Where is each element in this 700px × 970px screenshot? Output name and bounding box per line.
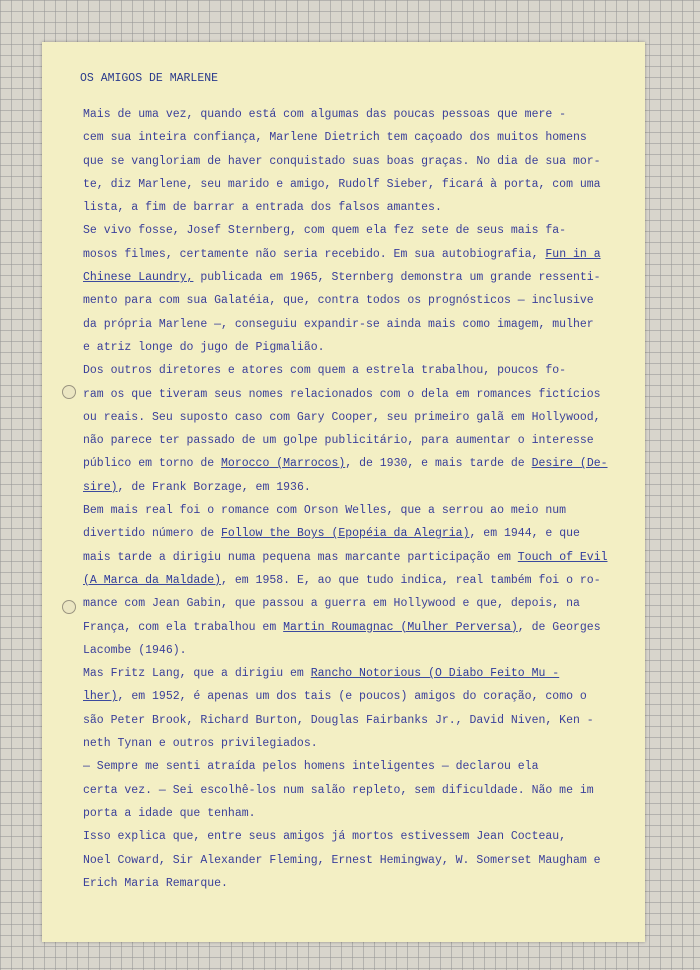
text-segment: e atriz longe do jugo de Pigmalião. bbox=[83, 340, 325, 354]
text-line bbox=[83, 406, 643, 429]
text-segment: Dos outros diretores e atores com quem a estrela trabalhou, poucos fo- bbox=[83, 364, 567, 378]
text-segment: certa vez. — Sei escolhê-los num salão repleto, sem dificuldade. Não me im bbox=[83, 783, 594, 797]
underlined-title: Morocco (Marrocos) bbox=[221, 457, 346, 471]
text-segment: , em 1944, e que bbox=[469, 527, 580, 541]
text-line bbox=[83, 546, 643, 569]
text-segment: divertido número de bbox=[83, 527, 222, 541]
text-line bbox=[83, 616, 643, 639]
text-line bbox=[83, 825, 643, 848]
text-segment: — Sempre me senti atraída pelos homens inteligentes — declarou ela bbox=[83, 760, 539, 774]
text-line bbox=[83, 522, 643, 545]
text-line bbox=[83, 569, 643, 592]
text-line bbox=[83, 849, 643, 872]
document-title: OS AMIGOS DE MARLENE bbox=[80, 72, 219, 85]
text-line bbox=[83, 709, 643, 732]
text-line bbox=[83, 452, 643, 475]
text-segment: , em 1958. E, ao que tudo indica, real também foi o ro- bbox=[221, 573, 601, 587]
text-line bbox=[83, 872, 643, 895]
text-segment: Lacombe (1946). bbox=[83, 643, 187, 657]
text-line bbox=[83, 685, 643, 708]
text-line bbox=[83, 359, 643, 382]
text-segment: Noel Coward, Sir Alexander Fleming, Ernest Hemingway, W. Somerset Maugham e bbox=[83, 853, 601, 867]
underlined-title: Desire (De- bbox=[531, 457, 608, 471]
text-segment: Bem mais real foi o romance com Orson Welles, que a serrou ao meio num bbox=[83, 504, 567, 518]
text-segment: mento para com sua Galatéia, que, contra todos os prognósticos — inclusive bbox=[83, 294, 594, 308]
underlined-title: lher) bbox=[83, 690, 118, 704]
text-segment: publicada em 1965, Sternberg demonstra um grande ressenti- bbox=[193, 271, 601, 285]
text-segment: público em torno de bbox=[83, 457, 222, 471]
text-line bbox=[83, 639, 643, 662]
text-segment: da própria Marlene —, conseguiu expandir-se ainda mais como imagem, mulher bbox=[83, 317, 594, 331]
underlined-title: Fun in a bbox=[545, 247, 601, 261]
text-line bbox=[83, 592, 643, 615]
document-body bbox=[83, 103, 643, 895]
text-line bbox=[83, 662, 643, 685]
typewritten-page bbox=[42, 42, 645, 942]
text-line bbox=[83, 219, 643, 242]
text-line bbox=[83, 126, 643, 149]
text-line bbox=[83, 755, 643, 778]
punch-hole bbox=[62, 385, 76, 399]
text-segment: , em 1952, é apenas um dos tais (e poucos) amigos do coração, como o bbox=[117, 690, 587, 704]
text-segment: mance com Jean Gabin, que passou a guerra em Hollywood e que, depois, na bbox=[83, 597, 580, 611]
underlined-title: Touch of Evil bbox=[517, 550, 608, 564]
text-segment: , de Georges bbox=[517, 620, 601, 634]
text-line bbox=[83, 499, 643, 522]
text-line bbox=[83, 150, 643, 173]
text-segment: Se vivo fosse, Josef Sternberg, com quem ela fez sete de seus mais fa- bbox=[83, 224, 567, 238]
text-segment: porta a idade que tenham. bbox=[83, 806, 256, 820]
text-segment: lista, a fim de barrar a entrada dos falsos amantes. bbox=[83, 201, 442, 215]
text-segment: , de 1930, e mais tarde de bbox=[345, 457, 532, 471]
text-segment: França, com ela trabalhou em bbox=[83, 620, 284, 634]
text-segment: cem sua inteira confiança, Marlene Dietrich tem caçoado dos muitos homens bbox=[83, 131, 587, 145]
text-line bbox=[83, 313, 643, 336]
text-line bbox=[83, 243, 643, 266]
text-line bbox=[83, 476, 643, 499]
text-line bbox=[83, 173, 643, 196]
text-segment: , de Frank Borzage, em 1936. bbox=[117, 480, 311, 494]
text-segment: Mais de uma vez, quando está com algumas das poucas pessoas que mere - bbox=[83, 108, 567, 121]
underlined-title: Follow the Boys (Epopéia da Alegria) bbox=[221, 527, 470, 541]
text-line bbox=[83, 429, 643, 452]
text-line bbox=[83, 383, 643, 406]
text-line bbox=[83, 289, 643, 312]
text-segment: que se vangloriam de haver conquistado suas boas graças. No dia de sua mor- bbox=[83, 154, 601, 168]
text-segment: não parece ter passado de um golpe publicitário, para aumentar o interesse bbox=[83, 434, 594, 448]
text-segment: neth Tynan e outros privilegiados. bbox=[83, 737, 318, 751]
text-segment: Mas Fritz Lang, que a dirigiu em bbox=[83, 667, 311, 681]
text-segment: são Peter Brook, Richard Burton, Douglas Fairbanks Jr., David Niven, Ken - bbox=[83, 713, 594, 727]
text-line bbox=[83, 196, 643, 219]
underlined-title: Rancho Notorious (O Diabo Feito Mu - bbox=[310, 667, 560, 681]
punch-hole bbox=[62, 600, 76, 614]
text-segment: Isso explica que, entre seus amigos já mortos estivessem Jean Cocteau, bbox=[83, 830, 567, 844]
text-segment: te, diz Marlene, seu marido e amigo, Rudolf Sieber, ficará à porta, com uma bbox=[83, 177, 601, 191]
text-segment: mosos filmes, certamente não seria recebido. Em sua autobiografia, bbox=[83, 247, 546, 261]
text-segment: ram os que tiveram seus nomes relacionados com o dela em romances fictícios bbox=[83, 387, 601, 401]
underlined-title: Martin Roumagnac (Mulher Perversa) bbox=[283, 620, 518, 634]
underlined-title: sire) bbox=[83, 480, 118, 494]
text-line bbox=[83, 336, 643, 359]
text-segment: ou reais. Seu suposto caso com Gary Cooper, seu primeiro galã em Hollywood, bbox=[83, 410, 601, 424]
underlined-title: Chinese Laundry, bbox=[83, 271, 194, 285]
text-line bbox=[83, 802, 643, 825]
text-line bbox=[83, 266, 643, 289]
text-segment: Erich Maria Remarque. bbox=[83, 876, 228, 890]
text-line bbox=[83, 779, 643, 802]
underlined-title: (A Marca da Maldade) bbox=[83, 573, 222, 587]
text-segment: mais tarde a dirigiu numa pequena mas marcante participação em bbox=[83, 550, 518, 564]
text-line bbox=[83, 732, 643, 755]
text-line bbox=[83, 103, 643, 126]
